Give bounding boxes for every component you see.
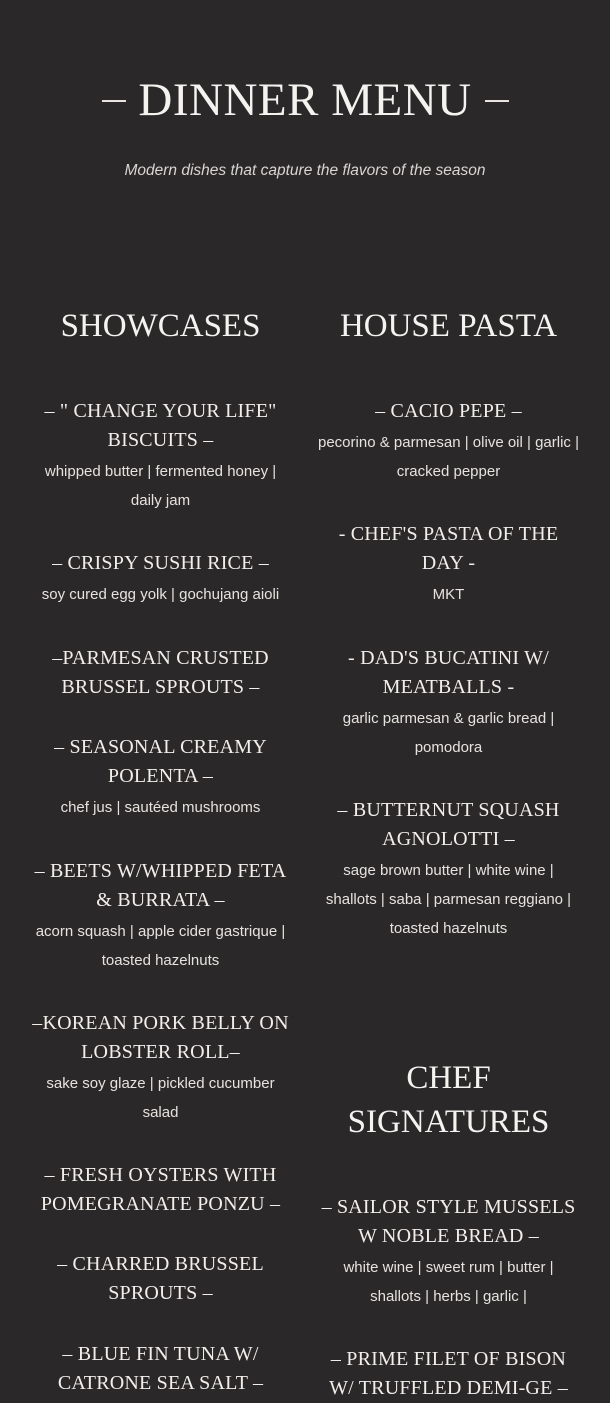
section-title-house-pasta: HOUSE PASTA [339,308,558,344]
section-title-chef-signatures: CHEF SIGNATURES [347,1060,550,1140]
item-name: – CHARRED BRUSSEL SPROUTS – [57,1253,264,1304]
menu-item [318,397,579,486]
item-description: sage brown butter | white wine | shallots | saba | parmesan reggiano | toasted hazelnuts [325,862,572,937]
menu-item [318,1193,579,1311]
item-name: – BLUE FIN TUNA W/ CATRONE SEA SALT – [57,1343,264,1394]
title-row [0,70,610,130]
item-description: whipped butter | fermented honey | daily jam [44,463,277,509]
page-subtitle: Modern dishes that capture the flavors of the season [124,162,486,179]
item-description: sake soy glaze | pickled cucumber salad [46,1075,275,1121]
item-name: –PARMESAN CRUSTED BRUSSEL SPROUTS – [52,647,269,698]
item-name: – " CHANGE YOUR LIFE" BISCUITS – [44,400,277,451]
menu-item [318,1345,579,1403]
item-description: garlic parmesan & garlic bread | pomodora [342,710,555,756]
item-name: - DAD'S BUCATINI W/ MEATBALLS - [348,647,549,698]
menu-item [30,1340,291,1398]
item-name: – SAILOR STYLE MUSSELS W NOBLE BREAD – [321,1196,576,1247]
item-description: white wine | sweet rum | butter | shallots | herbs | garlic | [343,1259,554,1305]
menu-item [30,549,291,609]
menu-item [30,857,291,975]
menu-item [318,520,579,609]
item-name: - CHEF'S PASTA OF THE DAY - [338,523,559,574]
item-description: chef jus | sautéed mushrooms [60,799,261,816]
item-name: – SEASONAL CREAMY POLENTA – [54,736,267,787]
menu-item [318,644,579,762]
menu-item [30,644,291,702]
menu-item [30,733,291,822]
item-name: – BUTTERNUT SQUASH AGNOLOTTI – [337,799,560,850]
item-name: – CRISPY SUSHI RICE – [52,552,269,574]
item-name: – FRESH OYSTERS WITH POMEGRANATE PONZU – [40,1164,281,1215]
menu-item [30,1161,291,1219]
item-description: pecorino & parmesan | olive oil | garlic | cracked pepper [318,434,579,480]
menu-item [30,1250,291,1308]
section-title-showcases: SHOWCASES [60,308,261,344]
menu-item [30,1009,291,1127]
title-dash-right [485,100,509,102]
item-description: acorn squash | apple cider gastrique | toasted hazelnuts [35,923,286,969]
page-title: DINNER MENU [138,74,472,126]
item-name: – PRIME FILET OF BISON W/ TRUFFLED DEMI-GE – [329,1348,568,1399]
item-description: soy cured egg yolk | gochujang aioli [41,586,280,603]
item-description: MKT [432,586,465,603]
menu-item [318,796,579,943]
item-name: –KOREAN PORK BELLY ON LOBSTER ROLL– [32,1012,289,1063]
menu-item [30,397,291,515]
item-name: – CACIO PEPE – [375,400,522,422]
item-name: – BEETS W/WHIPPED FETA & BURRATA – [34,860,287,911]
